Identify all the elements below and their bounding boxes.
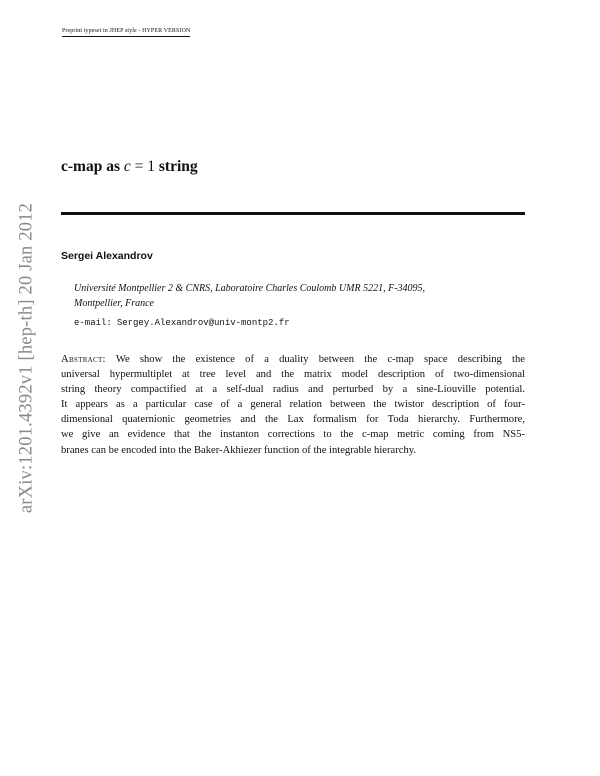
title-math-number: 1 [147,158,155,175]
affiliation-line-2: Montpellier, France [74,297,154,309]
title-prefix: c-map as [61,158,124,175]
abstract [61,352,525,458]
abstract-line-7: branes can be encoded into the Baker-Akhiezer function of the integrable hierarchy. [61,444,417,456]
abstract-label: Abstract: [61,354,106,365]
arxiv-identifier-stamp: arXiv:1201.4392v1 [hep-th] 20 Jan 2012 [16,202,37,514]
abstract-line-6: we give an evidence that the instanton corrections to the c-map metric coming from NS5- [61,429,525,441]
author-email-block [74,318,290,328]
affiliation-line-1: Université Montpellier 2 & CNRS, Laboratoire Charles Coulomb UMR 5221, F-34095, [74,283,426,294]
title-suffix: string [155,158,198,175]
email-label: e-mail: [74,318,112,328]
abstract-line-3: string theory compactified at a self-dual radius and perturbed by a sine-Liouville potential. [61,384,525,396]
author-email: Sergey.Alexandrov@univ-montp2.fr [116,318,290,328]
abstract-line-1 [61,352,525,367]
title-math [124,158,155,175]
abstract-line-2: universal hypermultiplet at tree level and the matrix model description of two-dimensional [61,369,525,381]
abstract-line-4: It appears as a particular case of a general relation between the twistor description of four- [61,399,525,411]
paper-title [61,158,198,176]
title-math-variable: c [123,158,131,175]
abstract-line-1-text: We show the existence of a duality between the c-map space describing the [105,354,525,365]
author-affiliation [74,282,425,311]
preprint-header-note: Preprint typeset in JHEP style - HYPER VERSION [62,28,190,37]
abstract-line-5: dimensional quaternionic geometries and the Lax formalism for Toda hierarchy. Furthermore, [61,414,525,426]
author-name: Sergei Alexandrov [61,250,153,262]
title-math-equals: = [130,158,148,175]
title-rule-divider [61,212,525,215]
